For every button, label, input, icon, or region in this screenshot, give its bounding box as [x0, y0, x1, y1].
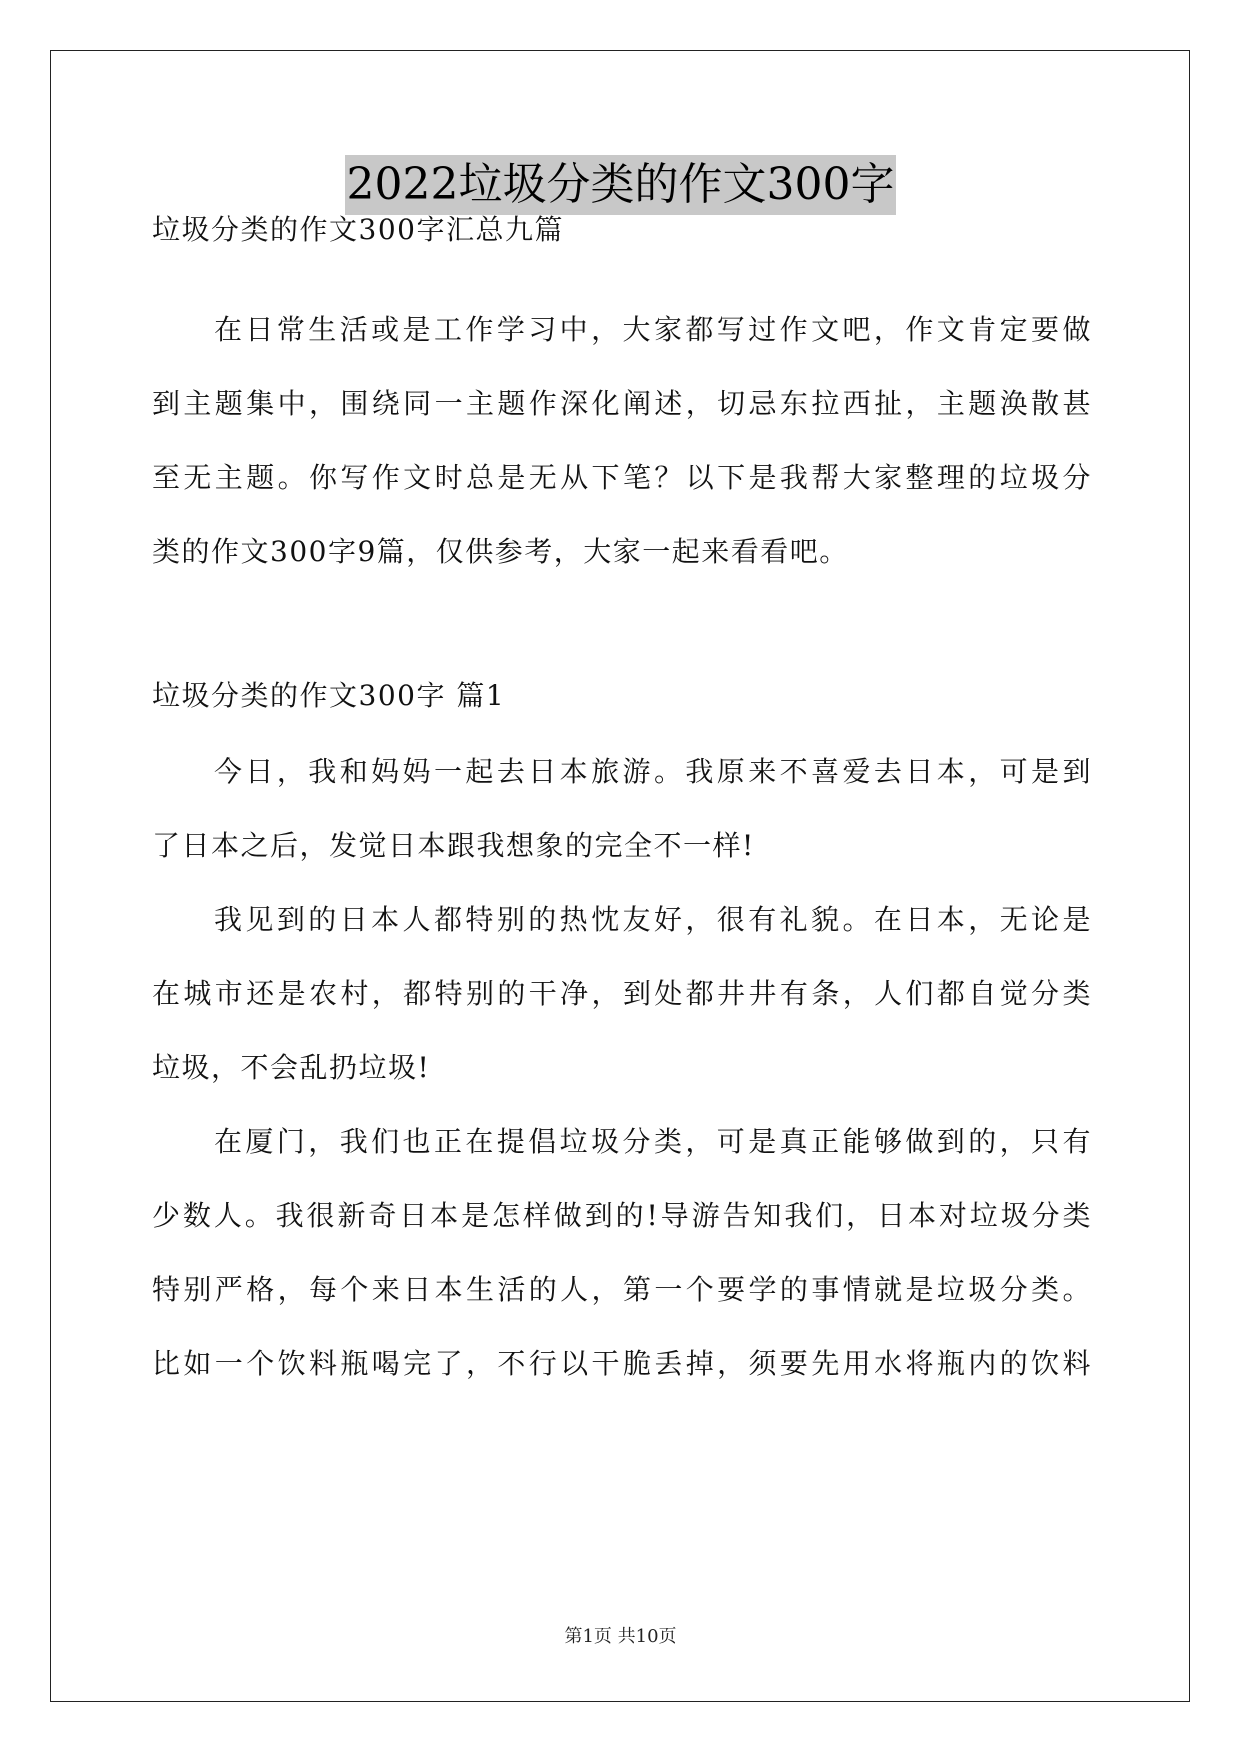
- intro-line: 到主题集中，围绕同一主题作深化阐述，切忌东拉西扯，主题涣散甚: [152, 387, 1092, 420]
- intro-line: 类的作文300字9篇，仅供参考，大家一起来看看吧。: [152, 535, 849, 568]
- document-subtitle: 垃圾分类的作文300字汇总九篇: [152, 213, 564, 246]
- paragraph-line: 今日，我和妈妈一起去日本旅游。我原来不喜爱去日本，可是到: [214, 755, 1092, 788]
- paragraph-line: 特别严格，每个来日本生活的人，第一个要学的事情就是垃圾分类。: [152, 1273, 1092, 1306]
- paragraph-line: 了日本之后，发觉日本跟我想象的完全不一样!: [152, 829, 755, 862]
- intro-line: 在日常生活或是工作学习中，大家都写过作文吧，作文肯定要做: [214, 313, 1092, 346]
- paragraph-line: 垃圾，不会乱扔垃圾!: [152, 1051, 431, 1084]
- page-footer: 第1页 共10页: [564, 1626, 677, 1647]
- paragraph-line: 比如一个饮料瓶喝完了，不行以干脆丢掉，须要先用水将瓶内的饮料: [152, 1347, 1092, 1380]
- paragraph-line: 在厦门，我们也正在提倡垃圾分类，可是真正能够做到的，只有: [214, 1125, 1092, 1158]
- document-title: 2022垃圾分类的作文300字: [345, 155, 897, 215]
- paragraph-line: 少数人。我很新奇日本是怎样做到的!导游告知我们，日本对垃圾分类: [152, 1199, 1092, 1232]
- page-border: [50, 50, 1190, 1702]
- section-heading: 垃圾分类的作文300字 篇1: [152, 679, 506, 712]
- title-container: [0, 155, 1241, 215]
- paragraph-line: 在城市还是农村，都特别的干净，到处都井井有条，人们都自觉分类: [152, 977, 1092, 1010]
- intro-line: 至无主题。你写作文时总是无从下笔？以下是我帮大家整理的垃圾分: [152, 461, 1092, 494]
- paragraph-line: 我见到的日本人都特别的热忱友好，很有礼貌。在日本，无论是: [214, 903, 1092, 936]
